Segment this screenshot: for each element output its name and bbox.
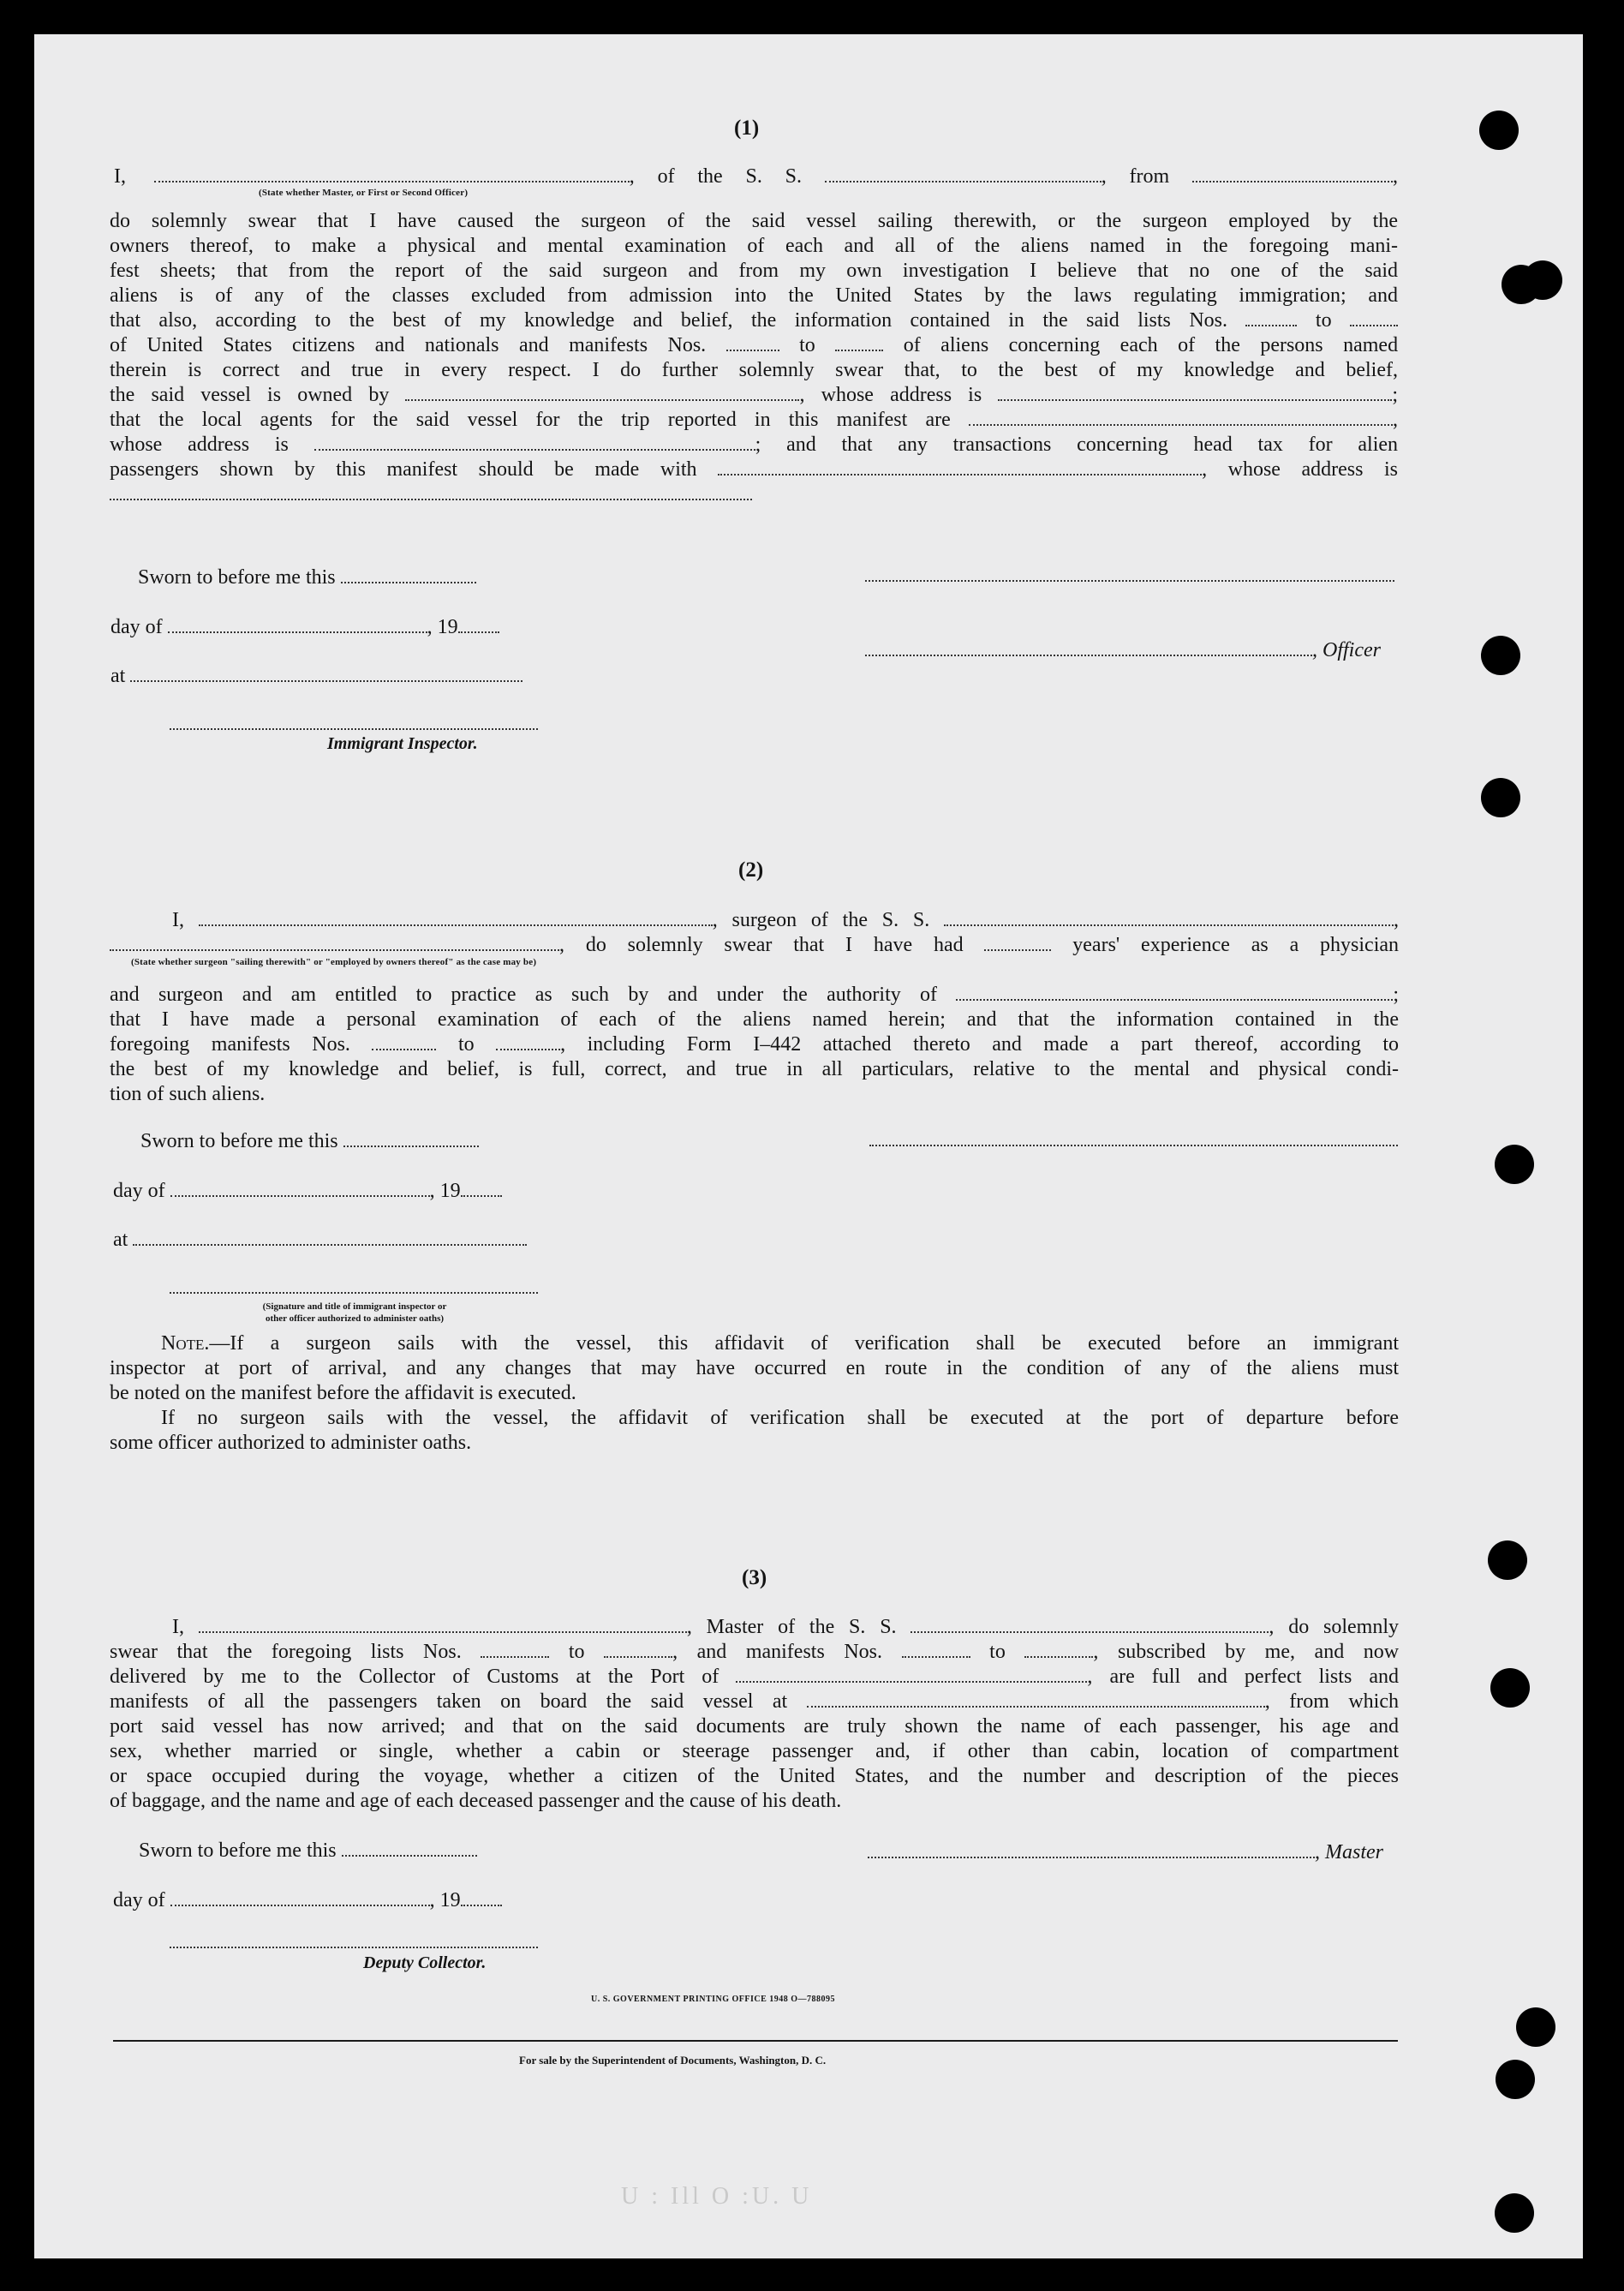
month-blank[interactable] — [170, 1888, 430, 1906]
text: at — [113, 1229, 128, 1251]
embark-port-blank[interactable] — [807, 1690, 1265, 1708]
paragraph-line: owners thereof, to make a physical and mental examination of each and all of the aliens named in the foregoing mani- — [110, 235, 1398, 257]
note-label: Note. — [161, 1332, 210, 1355]
officer-line — [865, 638, 1381, 663]
list-from-blank[interactable] — [481, 1640, 549, 1658]
manifest-from-blank[interactable] — [726, 333, 779, 351]
master-line — [868, 1840, 1383, 1865]
text: (Signature and title of immigrant inspector or — [262, 1301, 447, 1312]
text: If no surgeon sails with the vessel, the affidavit of verification shall be executed at the port of departure before — [161, 1407, 1399, 1429]
master-name-blank[interactable] — [199, 1615, 687, 1633]
paragraph-line: sex, whether married or single, whether a cabin or steerage passenger and, if other than cabin, location of compartment — [110, 1740, 1399, 1762]
punch-hole — [1495, 1145, 1534, 1184]
text: , 19 — [429, 1180, 461, 1202]
year-blank[interactable] — [461, 1888, 502, 1906]
paragraph-line: be noted on the manifest before the affidavit is executed. — [110, 1382, 576, 1404]
paragraph-line: inspector at port of arrival, and any changes that may have occurred en route in the condition of any of the aliens must — [110, 1357, 1399, 1379]
paragraph-line — [110, 1406, 1399, 1431]
text: of aliens concerning each of the persons named — [903, 334, 1399, 356]
manifest-from-blank[interactable] — [902, 1640, 970, 1658]
text: foregoing manifests Nos. — [110, 1033, 350, 1056]
punct: ; — [1393, 984, 1400, 1006]
section-2-number: (2) — [738, 858, 764, 882]
paragraph-line — [110, 482, 1398, 507]
paragraph-line — [110, 1690, 1399, 1714]
agents-address-blank[interactable] — [314, 433, 755, 451]
owner-address-blank[interactable] — [998, 383, 1392, 401]
paragraph-line — [110, 983, 1399, 1008]
sworn-day-blank[interactable] — [341, 565, 476, 583]
punch-hole — [1490, 1668, 1530, 1708]
text: to — [1315, 309, 1332, 332]
sworn-day-blank[interactable] — [342, 1839, 477, 1857]
owner-blank[interactable] — [405, 383, 799, 401]
paragraph-line — [110, 1665, 1399, 1690]
surgeon-note: (State whether surgeon "sailing therewith" or "employed by owners thereof" as the case may be) — [131, 957, 537, 967]
paragraph-line: port said vessel has now arrived; and that on the said documents are truly shown the name of each passenger, his age and — [110, 1715, 1399, 1738]
text: manifests of all the passengers taken on board the said vessel at — [110, 1690, 788, 1713]
text: , are full and perfect lists and — [1087, 1666, 1399, 1688]
at-place-blank[interactable] — [133, 1228, 527, 1246]
from-label: , from — [1101, 165, 1170, 188]
list-from-blank[interactable] — [1245, 308, 1297, 326]
punch-hole — [1481, 778, 1520, 817]
of-ss-label: , of the S. S. — [629, 165, 802, 188]
text: passengers shown by this manifest should be made with — [110, 458, 697, 481]
punct: ; — [1392, 384, 1399, 406]
paragraph-line: or space occupied during the voyage, whether a citizen of the United States, and the number and description of the pieces — [110, 1765, 1399, 1787]
master-signature-blank[interactable] — [868, 1840, 1315, 1858]
manifest-to-blank[interactable] — [835, 333, 883, 351]
list-to-blank[interactable] — [604, 1640, 672, 1658]
punch-hole — [1496, 2060, 1535, 2099]
paragraph-line: aliens is of any of the classes excluded from admission into the United States by the laws regulating immigration; and — [110, 284, 1398, 307]
manifest-no-from-blank[interactable] — [372, 1032, 436, 1050]
paragraph-line — [110, 1032, 1399, 1057]
section-3-number: (3) — [742, 1566, 767, 1589]
text: whose address is — [110, 434, 289, 456]
master-name-blank[interactable] — [154, 164, 630, 182]
paragraph-line: that I have made a personal examination of each of the aliens named herein; and that the information contained in the — [110, 1008, 1399, 1031]
day-of-line — [113, 1179, 502, 1204]
text: , surgeon of the S. S. — [712, 909, 930, 931]
manifest-to-blank[interactable] — [1024, 1640, 1093, 1658]
text: day of — [113, 1889, 165, 1911]
punct: , — [1393, 409, 1398, 431]
paragraph-line: therein is correct and true in every respect. I do further solemnly swear that, to the best of my knowledge and belief, — [110, 359, 1398, 381]
punct: , — [1393, 165, 1399, 188]
text: —If a surgeon sails with the vessel, this affidavit of verification shall be executed before an immigrant — [209, 1332, 1399, 1355]
inspector-signature-blank[interactable] — [170, 1292, 538, 1294]
paragraph-line: of baggage, and the name and age of each deceased passenger and the cause of his death. — [110, 1790, 842, 1812]
month-blank[interactable] — [168, 615, 427, 633]
officer-title-blank[interactable] — [865, 638, 1312, 656]
paragraph-line — [110, 383, 1398, 408]
surgeon-ship-blank[interactable] — [944, 908, 1394, 926]
text: , whose address is — [1202, 458, 1399, 481]
text: to — [568, 1641, 585, 1663]
ship-name-blank[interactable] — [911, 1615, 1269, 1633]
paragraph-line — [110, 1640, 1399, 1665]
text: , whose address is — [799, 384, 982, 406]
text: swear that the foregoing lists Nos. — [110, 1641, 462, 1663]
text: Sworn to before me this — [139, 1839, 337, 1862]
at-place-blank[interactable] — [130, 664, 522, 682]
text: , 19 — [427, 616, 458, 638]
punch-hole — [1479, 111, 1519, 150]
text-i: I, — [114, 165, 126, 188]
text: to — [799, 334, 815, 356]
paragraph-line — [110, 408, 1398, 433]
section-3-paragraph — [110, 1615, 1399, 1814]
ship-name-blank[interactable] — [825, 164, 1102, 182]
month-blank[interactable] — [170, 1179, 430, 1197]
text: , do solemnly — [1269, 1616, 1400, 1638]
paragraph-line — [110, 308, 1398, 333]
paragraph-line — [110, 908, 1399, 933]
punch-hole — [1488, 1540, 1527, 1580]
paragraph-line: fest sheets; that from the report of the said surgeon and from my own investigation I believe that no one of the said — [110, 260, 1398, 282]
manifest-no-to-blank[interactable] — [496, 1032, 560, 1050]
officer-label: , Officer — [1312, 639, 1381, 661]
sworn-line — [138, 565, 476, 590]
agents-blank[interactable] — [969, 408, 1393, 426]
section-2-header-lines — [110, 908, 1399, 958]
day-of-line — [113, 1888, 502, 1913]
surgeon-status-blank[interactable] — [110, 933, 559, 951]
year-blank[interactable] — [461, 1179, 502, 1197]
text: to — [457, 1033, 475, 1056]
section-1-paragraph — [110, 209, 1398, 507]
paragraph-line — [110, 933, 1399, 958]
text: years' experience as a physician — [1072, 934, 1400, 956]
at-line — [110, 664, 522, 689]
section-1-number: (1) — [734, 117, 760, 140]
paragraph-line: tion of such aliens. — [110, 1083, 266, 1105]
paragraph-line: the best of my knowledge and belief, is full, correct, and true in all particulars, relative to the mental and physical condi- — [110, 1058, 1399, 1080]
at-line — [113, 1228, 527, 1253]
paragraph-line: do solemnly swear that I have caused the surgeon of the said vessel sailing therewith, or the surgeon employed by the — [110, 210, 1398, 232]
sale-notice: For sale by the Superintendent of Documents, Washington, D. C. — [519, 2054, 827, 2067]
text: to — [989, 1641, 1006, 1663]
list-to-blank[interactable] — [1350, 308, 1398, 326]
surgeon-name-blank[interactable] — [199, 908, 713, 926]
text: of United States citizens and nationals and manifests Nos. — [110, 334, 707, 356]
text: , including Form I–442 attached thereto and made a part thereof, according to — [560, 1033, 1400, 1056]
section-2-paragraph — [110, 983, 1399, 1107]
paragraph-line — [110, 1331, 1399, 1356]
text: , and manifests Nos. — [672, 1641, 883, 1663]
punch-hole — [1495, 2193, 1534, 2233]
text: other officer authorized to administer oaths) — [265, 1313, 445, 1324]
sworn-line — [140, 1129, 479, 1154]
punch-hole — [1502, 265, 1541, 304]
inspector-label: Immigrant Inspector. — [327, 734, 478, 753]
text: that also, according to the best of my knowledge and belief, the information contained in the said lists Nos. — [110, 309, 1228, 332]
text: the said vessel is owned by — [110, 384, 390, 406]
text: , 19 — [429, 1889, 461, 1911]
text: and surgeon and am entitled to practice as such by and under the authority of — [110, 984, 938, 1006]
paragraph-line — [110, 433, 1398, 458]
sworn-line — [139, 1839, 477, 1863]
text: , do solemnly swear that I have had — [559, 934, 964, 956]
officer-note: (State whether Master, or First or Second Officer) — [259, 188, 469, 198]
text: delivered by me to the Collector of Customs at the Port of — [110, 1666, 719, 1688]
faint-bleed-through: U : Ill O :U. U — [621, 2183, 813, 2210]
years-blank[interactable] — [984, 933, 1051, 951]
punch-hole — [1516, 2007, 1555, 2047]
text: that the local agents for the said vessel for the trip reported in this manifest are — [110, 409, 951, 431]
section-1-owner-line — [114, 164, 1398, 189]
paragraph-line — [110, 1615, 1399, 1640]
text: Sworn to before me this — [138, 566, 336, 589]
text: day of — [110, 616, 163, 638]
text: , from which — [1264, 1690, 1400, 1713]
head-tax-address-blank[interactable] — [110, 482, 752, 500]
footer-rule — [113, 2040, 1398, 2042]
text: , subscribed by me, and now — [1093, 1641, 1400, 1663]
year-blank[interactable] — [458, 615, 499, 633]
authority-blank[interactable] — [956, 983, 1393, 1001]
section-2-note — [110, 1331, 1399, 1456]
punct: , — [1394, 909, 1400, 931]
officer-signature-blank[interactable] — [865, 580, 1394, 582]
paragraph-line: some officer authorized to administer oaths. — [110, 1432, 472, 1454]
form-page — [34, 34, 1583, 2258]
paragraph-line — [110, 333, 1398, 358]
surgeon-signature-blank[interactable] — [869, 1145, 1398, 1146]
text: ; and that any transactions concerning head tax for alien — [755, 434, 1399, 456]
from-port-blank[interactable] — [1192, 164, 1393, 182]
text: Sworn to before me this — [140, 1130, 338, 1152]
master-label: , Master — [1315, 1841, 1383, 1863]
collector-signature-blank[interactable] — [170, 1947, 538, 1948]
text: day of — [113, 1180, 165, 1202]
deputy-collector-label: Deputy Collector. — [363, 1953, 487, 1972]
text-i: I, — [172, 909, 184, 931]
inspector-signature-blank[interactable] — [170, 728, 538, 730]
port-blank[interactable] — [736, 1665, 1087, 1683]
text: , Master of the S. S. — [686, 1616, 897, 1638]
sworn-day-blank[interactable] — [343, 1129, 479, 1147]
text-i: I, — [172, 1616, 184, 1638]
signature-note — [175, 1301, 534, 1325]
paragraph-line — [110, 458, 1398, 482]
punch-hole — [1481, 636, 1520, 675]
day-of-line — [110, 615, 499, 640]
gpo-imprint: U. S. GOVERNMENT PRINTING OFFICE 1948 O—788095 — [591, 1995, 836, 2004]
text: at — [110, 665, 126, 687]
head-tax-blank[interactable] — [718, 458, 1202, 476]
